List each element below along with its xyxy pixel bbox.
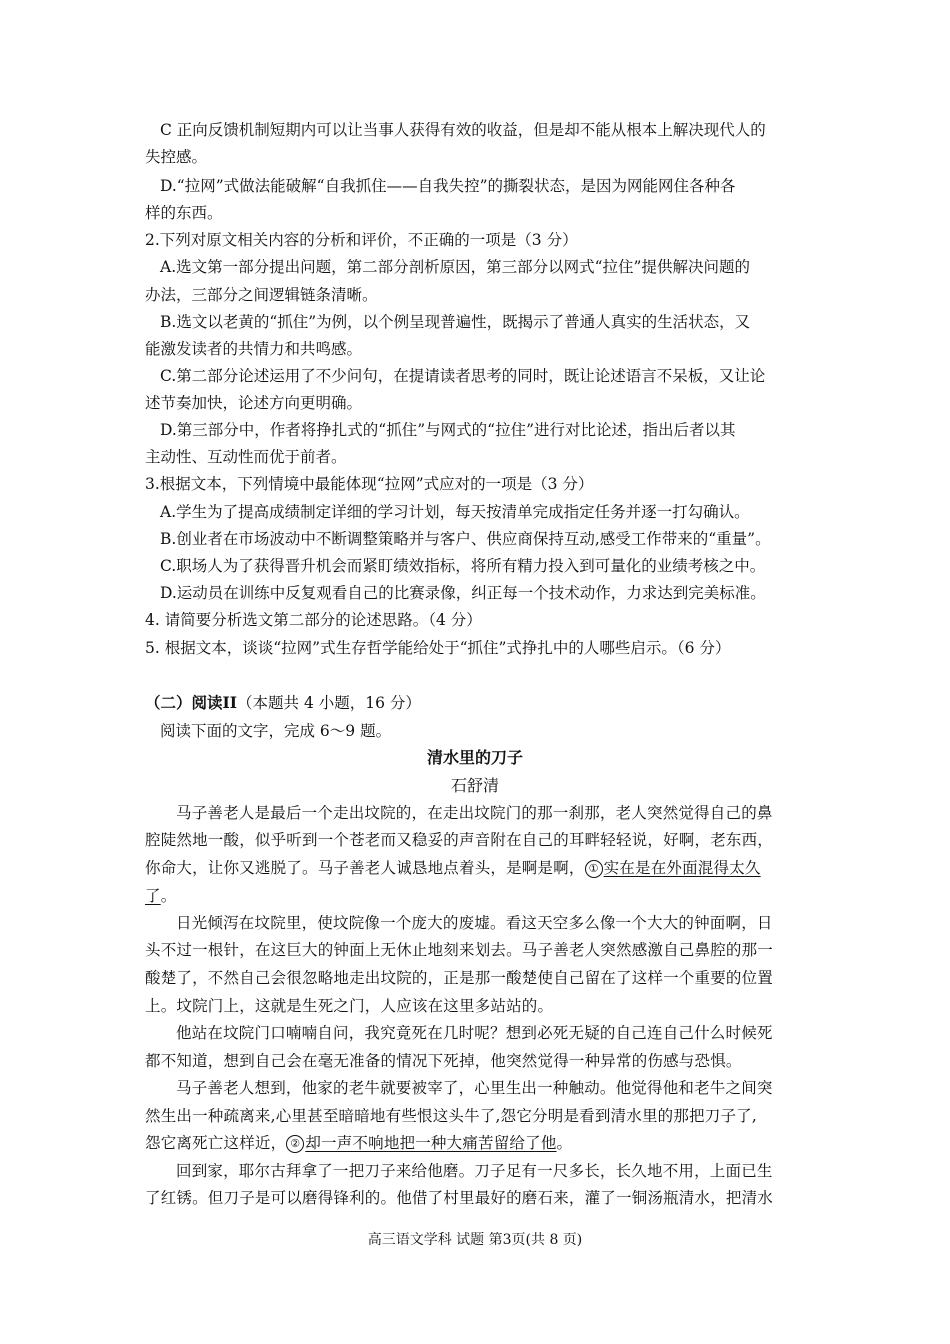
- page-footer: 高三语文学科 试题 第3页(共 8 页): [367, 1232, 583, 1248]
- p5-line1: 回到家，耶尔古拜拿了一把刀子来给他磨。刀子足有一尺多长，长久地不用，上面已生: [176, 1162, 773, 1180]
- q2-option-a-line1: A.选文第一部分提出问题，第二部分剖析原因，第三部分以网式“拉住”提供解决问题的: [160, 258, 750, 276]
- p5-line2: 了红锈。但刀子是可以磨得锋利的。他借了村里最好的磨石来，灌了一铜汤瓶清水，把清水: [145, 1189, 774, 1207]
- p4-line2: 然生出一种疏离来,心里甚至暗暗地有些恨这头牛了,怨它分明是看到清水里的那把刀子了,: [145, 1107, 757, 1125]
- p2-line4: 上。坟院门上，这就是生死之门，人应该在这里多站站的。: [145, 997, 554, 1015]
- underlined-phrase-1-end: 了: [145, 887, 161, 905]
- q1-option-c-line2: 失控感。: [145, 148, 208, 166]
- circled-number-2: ②: [286, 1135, 304, 1153]
- q2-option-a-line2: 办法，三部分之间逻辑链条清晰。: [145, 286, 378, 304]
- p1-line3-text: 你命大，让你又逃脱了。马子善老人诚恳地点着头，是啊是啊，: [145, 859, 585, 877]
- q3-option-c: C.职场人为了获得晋升机会而紧盯绩效指标，将所有精力投入到可量化的业绩考核之中。: [160, 557, 766, 575]
- q1-option-c-line1: C 正向反馈机制短期内可以让当事人获得有效的收益，但是却不能从根本上解决现代人的: [160, 121, 766, 139]
- q2-option-d-line2: 主动性、互动性而优于前者。: [145, 448, 347, 466]
- p1-line4-post: 。: [160, 887, 177, 905]
- p1-line3: [145, 858, 761, 878]
- q1-option-d-line1: D.“拉网”式做法能破解“自我抓住——自我失控”的撕裂状态，是因为网能网住各种各: [160, 177, 736, 195]
- p4-line1: 马子善老人想到，他家的老牛就要被宰了，心里生出一种触动。他觉得他和老牛之间突: [176, 1079, 773, 1097]
- p2-line1: 日光倾泻在坟院里，使坟院像一个庞大的废墟。看这天空多么像一个大大的钟面啊，日: [176, 914, 773, 932]
- q3-option-b: B.创业者在市场波动中不断调整策略并与客户、供应商保持互动,感受工作带来的“重量”。: [160, 530, 771, 548]
- p4-line3: [145, 1133, 572, 1153]
- q2-stem: 2.下列对原文相关内容的分析和评价，不正确的一项是（3 分）: [145, 231, 578, 249]
- q2-option-c-line2: 述节奏加快，论述方向更明确。: [145, 394, 363, 412]
- q2-option-b-line1: B.选文以老黄的“抓住”为例，以个例呈现普遍性，既揭示了普通人真实的生活状态，又: [160, 313, 751, 331]
- q3-option-d: D.运动员在训练中反复观看自己的比赛录像，纠正每一个技术动作，力求达到完美标准。: [160, 584, 766, 602]
- q2-option-c-line1: C.第二部分论述运用了不少问句，在提请读者思考的同时，既让论述语言不呆板，又让论: [160, 367, 766, 385]
- p2-line3: 酸楚了，不然自己会很忽略地走出坟院的，正是那一酸楚使自己留在了这样一个重要的位置: [145, 969, 774, 987]
- q2-option-d-line1: D.第三部分中，作者将挣扎式的“抓住”与网式的“拉住”进行对比论述，指出后者以其: [160, 421, 736, 439]
- q2-option-b-line2: 能激发读者的共情力和共鸣感。: [145, 340, 363, 358]
- q3-option-a: A.学生为了提高成绩制定详细的学习计划，每天按清单完成指定任务并逐一打勾确认。: [160, 503, 750, 521]
- p1-line2: 腔陡然地一酸，似乎听到一个苍老而又稳妥的声音附在自己的耳畔轻轻说，好啊，老东西，: [145, 831, 774, 849]
- circled-number-1: ①: [585, 860, 603, 878]
- q3-stem: 3.根据文本，下列情境中最能体现“拉网”式应对的一项是（3 分）: [145, 475, 594, 493]
- section2-heading-rest: （本题共 4 小题，16 分）: [237, 694, 421, 712]
- p1-line4: [145, 886, 176, 906]
- p4-line3-text: 怨它离死亡这样近，: [145, 1134, 287, 1152]
- p3-line2: 都不知道，想到自己会在毫无准备的情况下死掉，他突然觉得一种异常的伤感与恐惧。: [145, 1052, 742, 1070]
- p3-line1: 他站在坟院门口喃喃自问，我究竟死在几时呢？想到必死无疑的自己连自己什么时候死: [176, 1024, 773, 1042]
- underlined-phrase-2: [286, 1134, 556, 1152]
- p2-line2: 头不过一根针，在这巨大的钟面上无休止地刻来划去。马子善老人突然感激自己鼻腔的那一: [145, 941, 774, 959]
- underlined-phrase-2-text: 却一声不响地把一种大痛苦留给了他: [305, 1134, 557, 1152]
- q1-option-d-line2: 样的东西。: [145, 204, 223, 222]
- section2-instruction: 阅读下面的文字，完成 6～9 题。: [160, 722, 392, 740]
- q5: 5. 根据文本，谈谈“拉网”式生存哲学能给处于“抓住”式挣扎中的人哪些启示。（6 分）: [145, 639, 731, 657]
- section2-heading-bold: （二）阅读II: [145, 693, 238, 712]
- p4-line3-post: 。: [556, 1134, 573, 1152]
- underlined-phrase-1: [585, 859, 761, 877]
- p1-line1: 马子善老人是最后一个走出坟院的，在走出坟院门的那一刹那，老人突然觉得自己的鼻: [176, 804, 773, 822]
- story-title: 清水里的刀子: [426, 748, 523, 767]
- underlined-phrase-1-text: 实在是在外面混得太久: [603, 859, 761, 877]
- q4: 4. 请简要分析选文第二部分的论述思路。（4 分）: [145, 611, 482, 629]
- story-author: 石舒清: [450, 776, 499, 795]
- section2-heading: [145, 693, 421, 713]
